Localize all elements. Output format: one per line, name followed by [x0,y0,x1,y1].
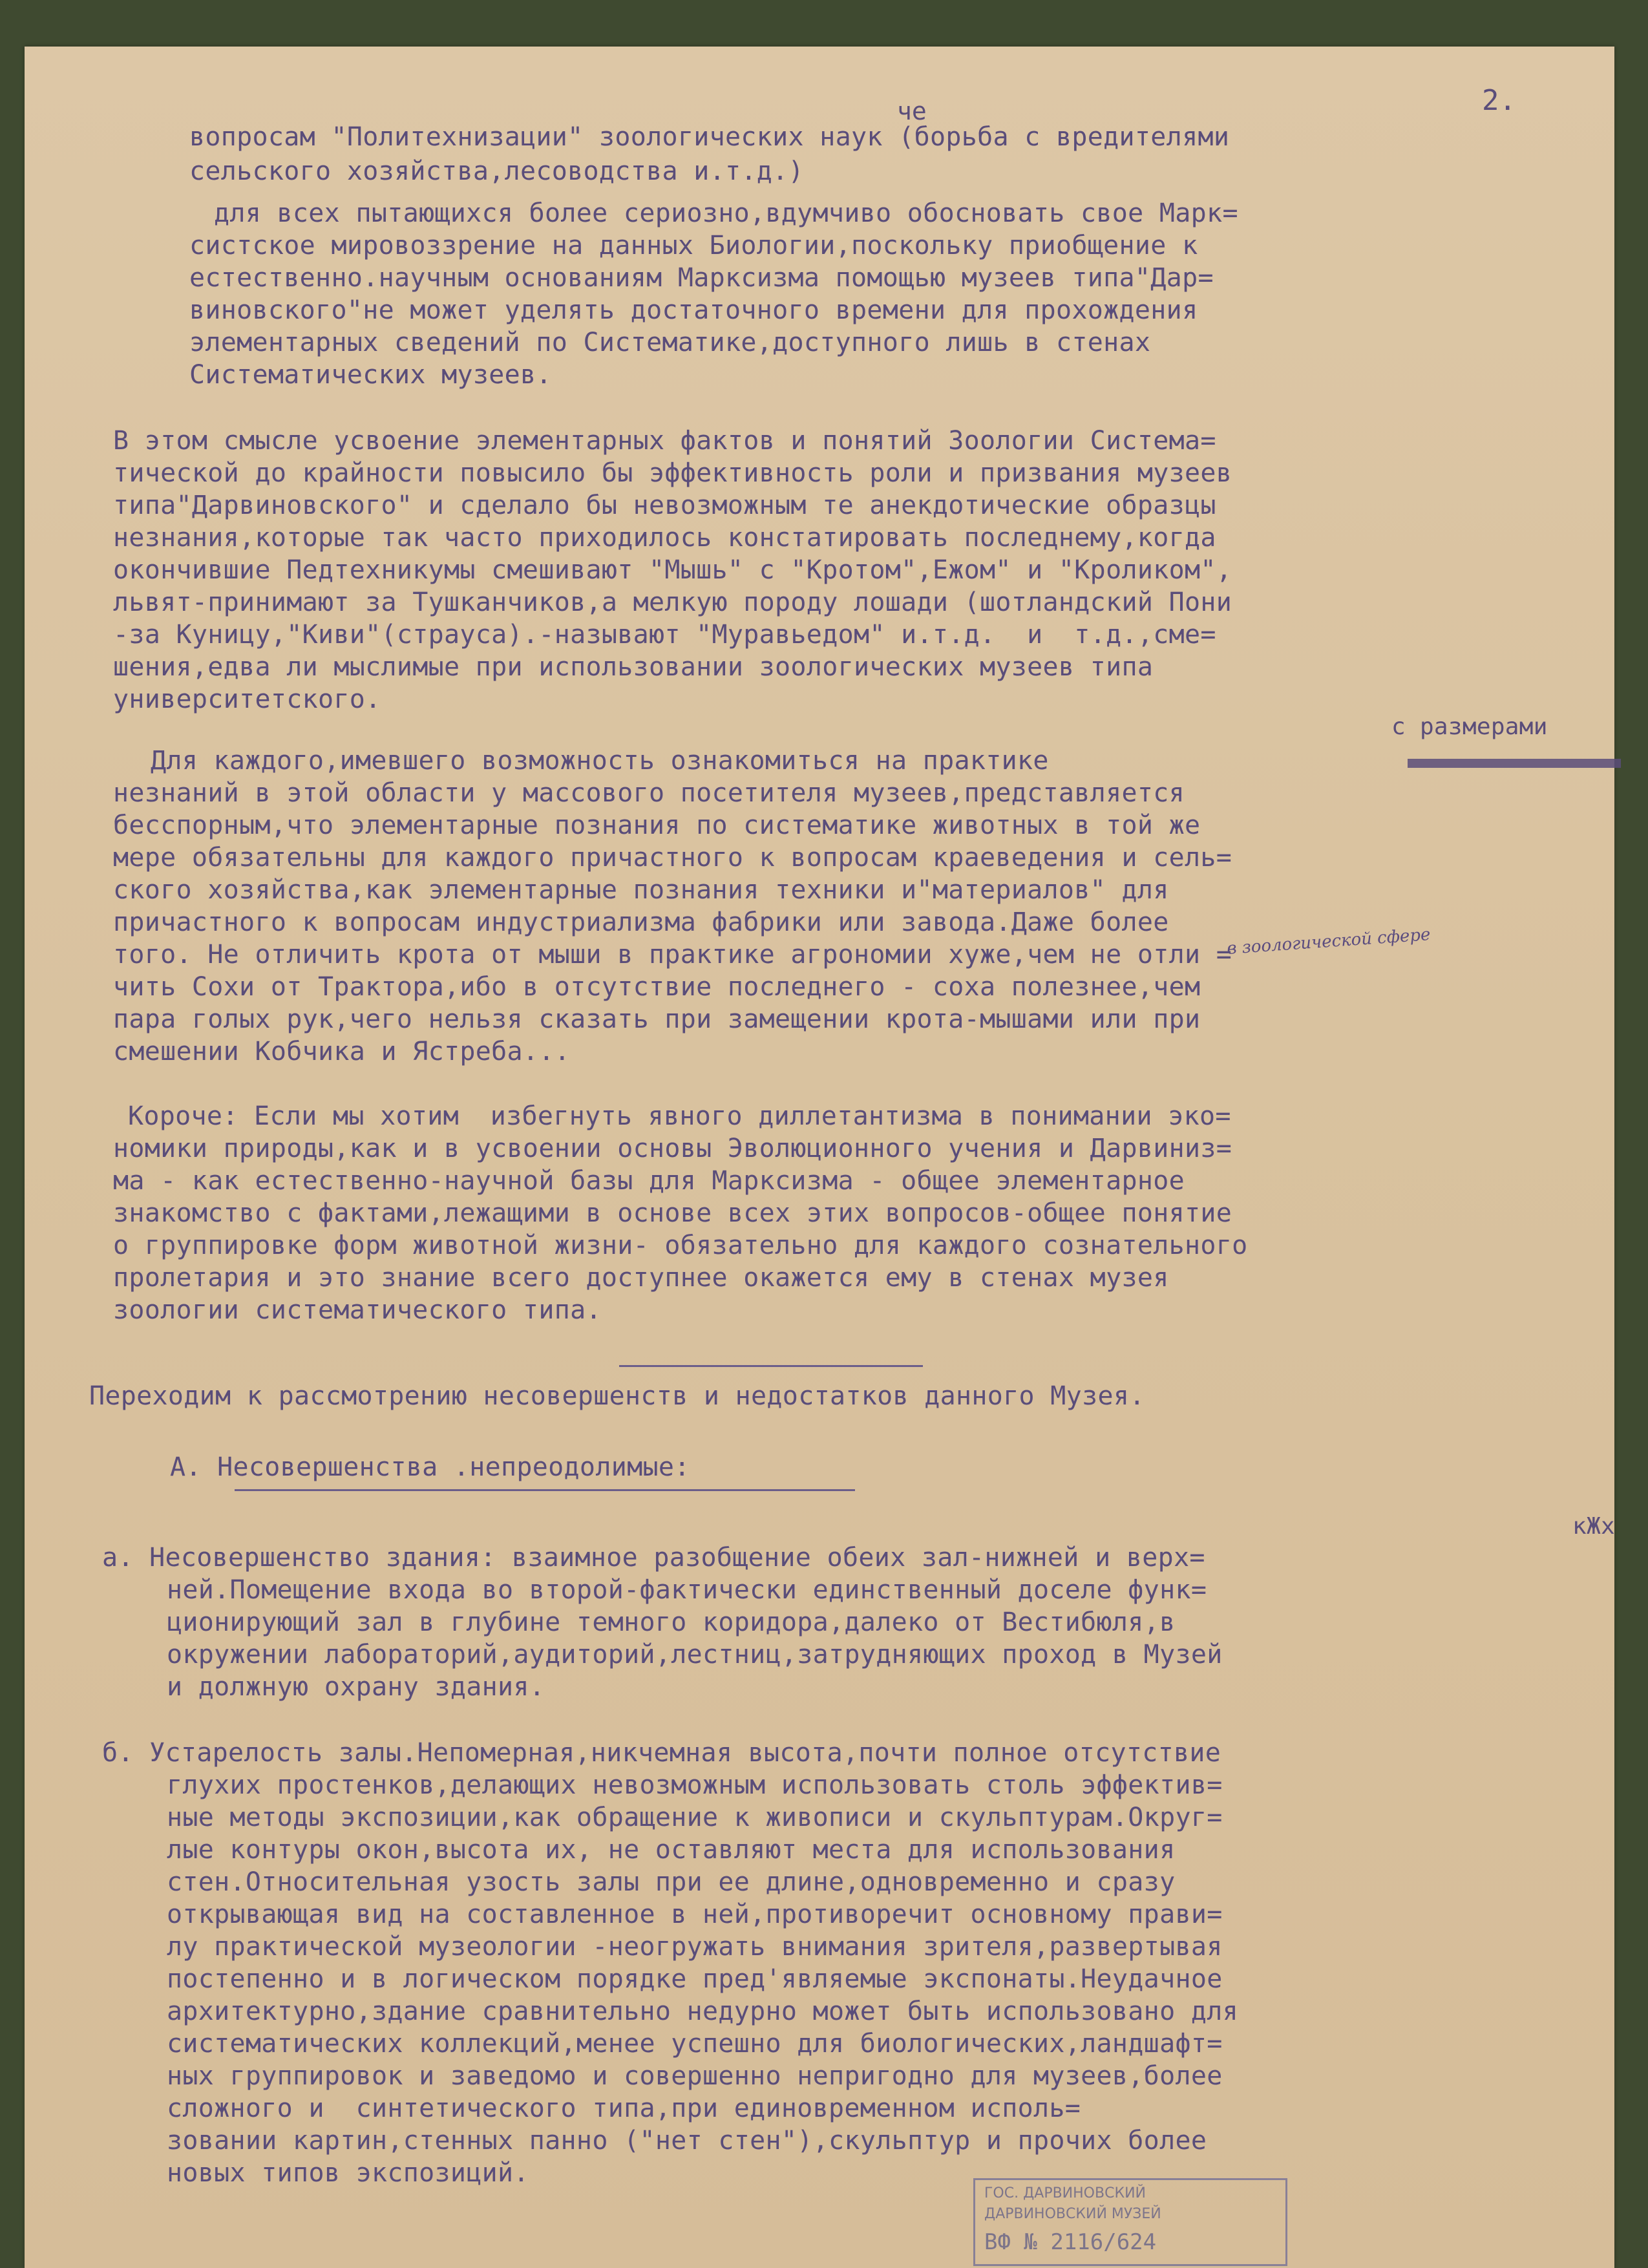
text-line: Короче: Если мы хотим избегнуть явного диллетантизма в понимании эко= [128,1101,1231,1131]
text-line: ционирующий зал в глубине темного коридора,далеко от Вестибюля,в [167,1607,1176,1637]
strikeout-mark [1408,759,1621,768]
text-line: знакомство с фактами,лежащими в основе всех этих вопросов-общее понятие [113,1198,1232,1228]
text-line: зовании картин,стенных панно ("нет стен"),скульптур и прочих более [167,2126,1207,2156]
text-line: пролетария и это знание всего доступнее окажется ему в стенах музея [113,1263,1169,1293]
text-line: стен.Относительная узость залы при ее длине,одновременно и сразу [167,1867,1176,1897]
text-line: архитектурно,здание сравнительно недурно может быть использовано для [167,1997,1238,2026]
text-line: глухих простенков,делающих невозможным использовать столь эффектив= [167,1770,1223,1800]
text-line: лые контуры окон,высота их, не оставляют места для использования [167,1835,1176,1865]
text-line: естественно.научным основаниям Марксизма помощью музеев типа"Дар= [189,263,1214,293]
document-page [25,47,1614,2268]
text-line: открывающая вид на составленное в ней,противоречит основному прави= [167,1900,1223,1929]
section-rule [619,1365,923,1367]
page-number: 2. [1482,84,1516,117]
text-line: ней.Помещение входа во второй-фактически единственный доселе функ= [167,1575,1207,1605]
text-line: типа"Дарвиновского" и сделало бы невозможным те анекдотические образцы [113,491,1216,520]
insertion-top: че [897,97,927,125]
text-line: шения,едва ли мыслимые при использовании зоологических музеев типа [113,652,1154,682]
stamp-line: ДАРВИНОВСКИЙ МУЗЕЙ [984,2206,1161,2222]
text-line: постепенно и в логическом порядке пред'являемые экспонаты.Неудачное [167,1964,1223,1994]
text-line: вопросам "Политехнизации" зоологических наук (борьба с вредителями [189,122,1230,152]
text-line: для всех пытающихся более сериозно,вдумчиво обосновать свое Марк= [214,198,1238,228]
handwritten-note: в зоологической сфере [1226,925,1431,959]
text-line: номики природы,как и в усвоении основы Эволюционного учения и Дарвиниз= [113,1134,1232,1163]
text-line: а. Несовершенство здания: взаимное разобщение обеих зал-нижней и верх= [102,1543,1205,1573]
text-line: -за Куницу,"Киви"(страуса).-называют "Муравьедом" и.т.д. и т.д.,сме= [113,620,1216,650]
archive-stamp [973,2178,1287,2266]
text-line: окончившие Педтехникумы смешивают "Мышь" с "Кротом",Ежом" и "Кроликом", [113,555,1232,585]
text-line: бесспорным,что элементарные познания по систематике животных в той же [113,811,1201,840]
text-line: В этом смысле усвоение элементарных фактов и понятий Зоологии Система= [113,426,1216,456]
text-line: лу практической музеологии -неогружать внимания зрителя,развертывая [167,1932,1223,1962]
text-line: сельского хозяйства,лесоводства и.т.д.) [189,156,804,186]
text-line: б. Устарелость залы.Непомерная,никчемная высота,почти полное отсутствие [102,1738,1221,1768]
text-line: тической до крайности повысило бы эффективность роли и призвания музеев [113,458,1232,488]
text-line: пара голых рук,чего нельзя сказать при замещении крота-мышами или при [113,1004,1201,1034]
text-line: мере обязательны для каждого причастного к вопросам краеведения и сель= [113,843,1232,873]
text-line: Для каждого,имевшего возможность ознакомиться на практике [151,746,1049,776]
text-line: ского хозяйства,как элементарные познания техники и"материалов" для [113,875,1169,905]
text-line: ма - как естественно-научной базы для Марксизма - общее элементарное [113,1166,1185,1196]
text-line: новых типов экспозиций. [167,2158,529,2188]
text-line: ные методы экспозиции,как обращение к живописи и скульптурам.Округ= [167,1803,1223,1832]
text-line: о группировке форм животной жизни- обязательно для каждого сознательного [113,1231,1248,1260]
stamp-number: ВФ № 2116/624 [984,2229,1157,2255]
text-line: и должную охрану здания. [167,1672,545,1702]
text-line: того. Не отличить крота от мыши в практике агрономии хуже,чем не отли = [113,940,1232,970]
text-line: сложного и синтетического типа,при единовременном исполь= [167,2093,1081,2123]
text-line: окружении лабораторий,аудиторий,лестниц,затрудняющих проход в Музей [167,1640,1223,1669]
text-line: смешении Кобчика и Ястреба... [113,1037,571,1066]
typed-text-block [25,47,1615,2188]
heading-underline [235,1489,855,1491]
insertion-margin: кЖх [1572,1513,1615,1540]
insertion-sizes: с размерами [1391,714,1548,740]
stamp-line: ГОС. ДАРВИНОВСКИЙ [984,2185,1146,2201]
text-line: систское мировоззрение на данных Биологии,поскольку приобщение к [189,231,1198,260]
section-heading: А. Несовершенства .непреодолимые: [170,1452,690,1482]
text-line: львят-принимают за Тушканчиков,а мелкую породу лошади (шотландский Пони [113,588,1232,617]
text-line: чить Сохи от Трактора,ибо в отсутствие последнего - соха полезнее,чем [113,972,1201,1002]
text-line: ных группировок и заведомо и совершенно непригодно для музеев,более [167,2061,1223,2091]
text-line: университетского. [113,684,381,714]
text-line: Переходим к рассмотрению несовершенств и недостатков данного Музея. [89,1381,1145,1411]
text-line: незнаний в этой области у массового посетителя музеев,представляется [113,778,1185,808]
text-line: элементарных сведений по Систематике,доступного лишь в стенах [189,328,1151,357]
text-line: зоологии систематического типа. [113,1295,602,1325]
text-line: Систематических музеев. [189,360,552,390]
text-line: систематических коллекций,менее успешно для биологических,ландшафт= [167,2029,1223,2059]
text-line: виновского"не может уделять достаточного времени для прохождения [189,295,1198,325]
text-line: незнания,которые так часто приходилось констатировать последнему,когда [113,523,1216,553]
text-line: причастного к вопросам индустриализма фабрики или завода.Даже более [113,907,1169,937]
